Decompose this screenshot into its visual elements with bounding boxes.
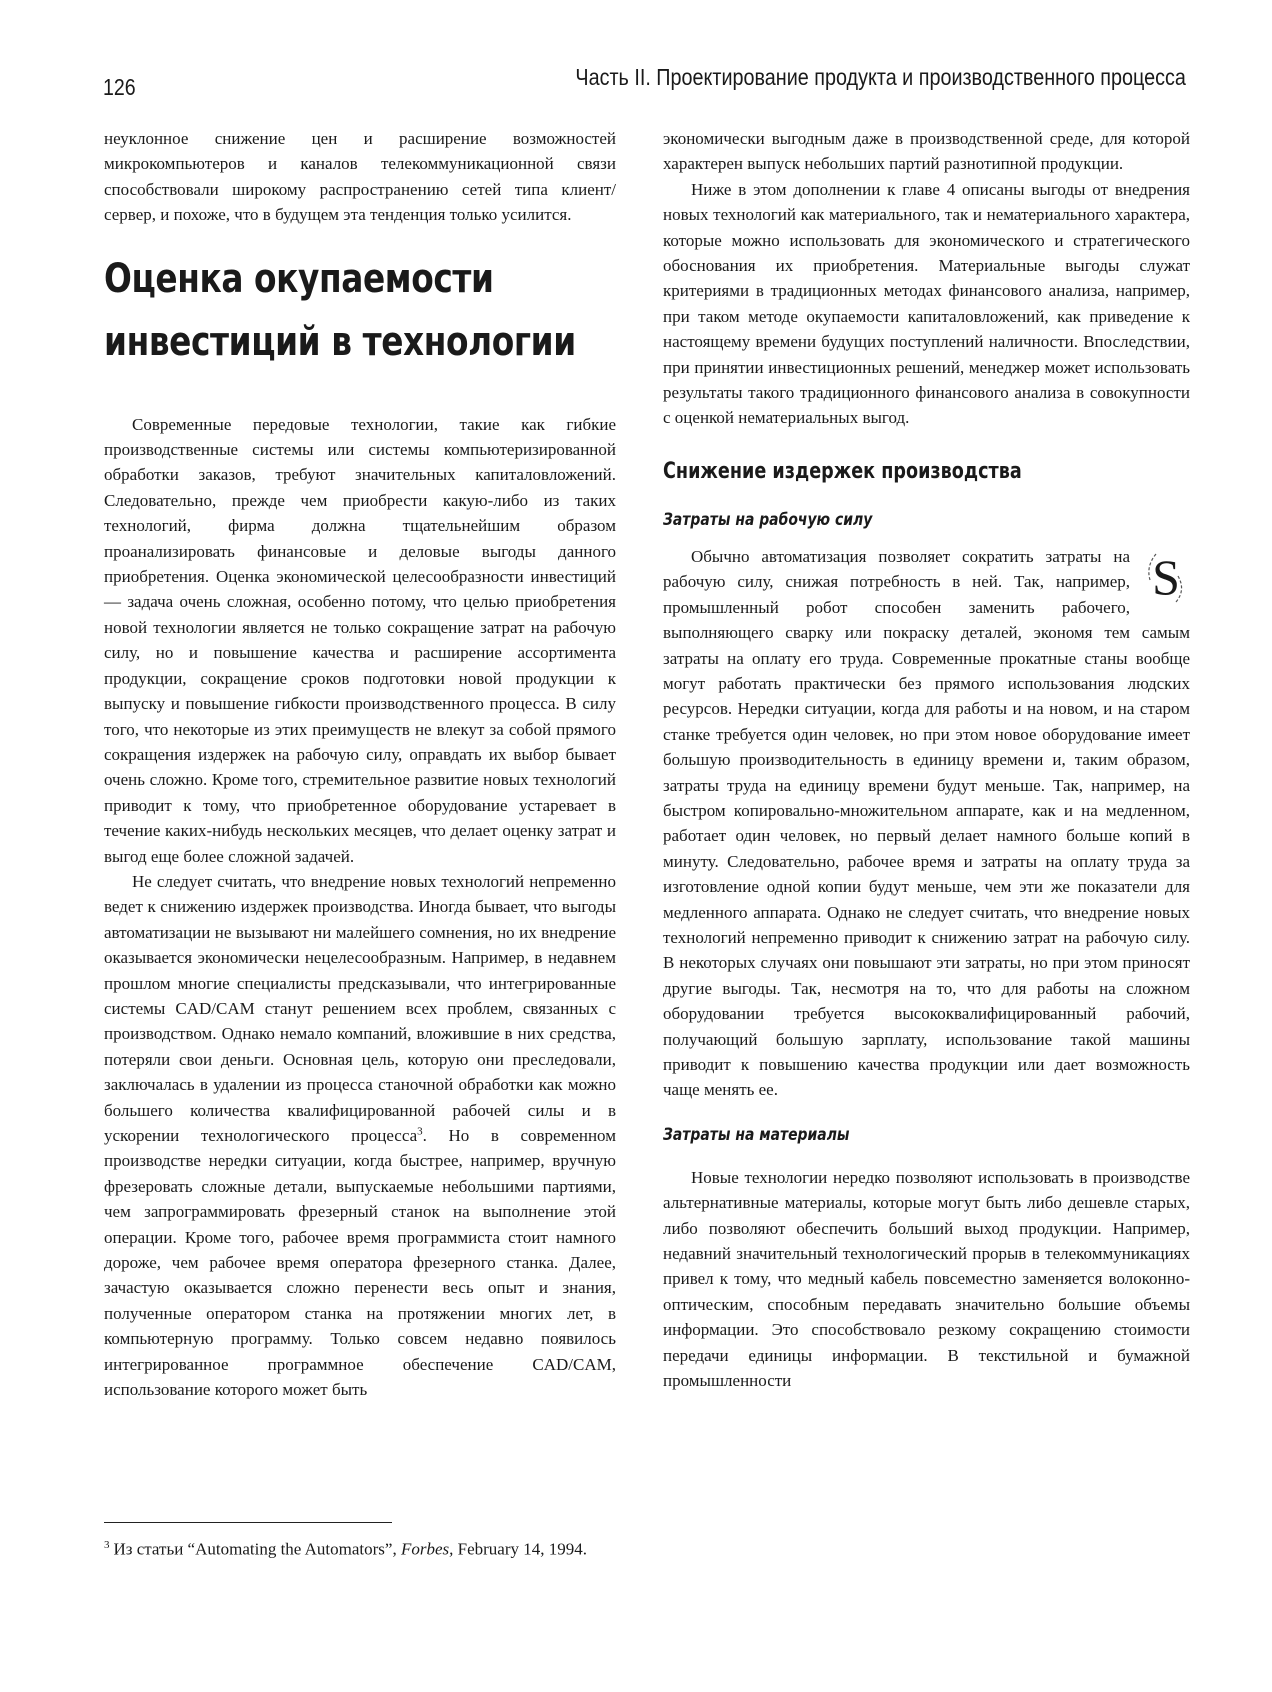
continued-paragraph: экономически выгодным даже в производственной среде, для которой характерен выпуск небольших партий разнотипной продукции. — [663, 129, 1190, 174]
footnote-source: Forbes, — [400, 1539, 454, 1559]
page-number: 126 — [103, 74, 136, 100]
section-heading-investment: Оценка окупаемости инвестиций в технологии — [104, 255, 576, 365]
body-paragraph-materials: Новые технологии нередко позволяют использовать в производстве альтернативные материалы, которые могут быть либо дешевле старых, либо позволяют обеспечить больший выход продукции. Например, недавний значительный технологический прорыв в телекоммуникациях привел к тому, что медный кабель повсеместно заменяется волоконно-оптическим, способным передавать значительно большие объемы информации. Это способствовало резкому сокращению стоимости передачи единицы информации. В текстильной и бумажной промышленности — [663, 1167, 1190, 1391]
body-paragraph: Современные передовые технологии, такие как гибкие производственные системы или системы компьютеризированной обработки заказов, требуют значительных капиталовложений. Следовательно, прежде чем приобрести какую-либо из таких технологий, фирма должна тщательнейшим образом проанализировать финансовые и деловые выгоды данного приобретения. Оценка экономической целесообразности инвестиций — задача очень сложная, особенно потому, что целью приобретения новой технологии является не только сокращение затрат на рабочую силу, но и повышение качества и расширение ассортимента продукции, сокращение сроков подготовки новой продукции к выпуску и повышение гибкости производственного процесса. В силу того, что некоторые из этих преимуществ не влекут за собой прямого сокращения издержек на рабочую силу, оправдать их выбор бывает очень сложно. Кроме того, стремительное развитие новых технологий приводит к тому, что приобретенное оборудование устаревает в течение каких-нибудь нескольких месяцев, что делает оценку затрат и выгод еще более сложной задачей. — [104, 414, 616, 866]
body-text: Не следует считать, что внедрение новых технологий непременно ведет к снижению издержек производства. Иногда бывает, что выгоды автоматизации не вызывают ни малейшего сомнения, но их внедрение оказывается экономически нецелесообразным. Например, в недавнем прошлом многие специалисты предсказывали, что интегрированные системы CAD/CAM станут решением всех проблем, связанных с производством. Однако немало компаний, вложившие в них средства, потеряли свои деньги. Основная цель, которую они преследовали, заключалась в удалении из процесса станочной обработки как можно большего количества квалифицированной рабочей силы и в ускорении технологического процесса — [104, 871, 616, 1145]
body-paragraph-summary: Ниже в этом дополнении к главе 4 описаны выгоды от внедрения новых технологий как материального, так и нематериального характера, которые можно использовать для экономического и стратегического обоснования их приобретения. Материальные выгоды служат критериями в традиционных методах финансового анализа, например, при таком методе окупаемости капиталовложений, как приведение к настоящему времени будущих поступлений наличности. Впоследствии, при принятии инвестиционных решений, менеджер может использовать результаты такого традиционного финансового анализа в совокупности с оценкой нематериальных выгод. — [663, 179, 1190, 428]
left-column — [104, 126, 616, 1402]
body-text-continued: . Но в современном производстве нередки ситуации, когда быстрее, например, вручную фрезеровать сложные детали, выпускаемые небольшими партиями, чем запрограммировать фрезерный станок на выполнение этой операции. Кроме того, рабочее время программиста стоит намного дороже, чем рабочее время оператора фрезерного станка. Далее, зачастую оказывается сложно перенести весь опыт и знания, полученные оператором станка на протяжении многих лет, в компьютерную программу. Только совсем недавно появилось интегрированное программное обеспечение CAD/CAM, использование которого может быть — [104, 1126, 616, 1400]
footnote — [104, 1534, 587, 1561]
body-text: Обычно автоматизация позволяет сократить затраты на рабочую силу, снижая потребность в ней. Так, например, промышленный робот способен заменить рабочего, выполняющего сварку или покраску деталей, экономя тем самым затраты на оплату его труда. Современные прокатные станы вообще могут работать практически без прямого использования людских ресурсов. Нередки ситуации, когда для работы и на новом, и на старом станке требуется один человек, но при этом новое оборудование имеет большую производительность в единицу времени и, таким образом, затраты труда на единицу времени будут меньше. Так, например, на быстром копировально-множительном аппарате, как и на медленном, работает один человек, но первый делает намного больше копий в минуту. Следовательно, рабочее время и затраты на оплату труда за изготовление одной копии будут меньше, чем эти же показатели для медленного аппарата. Однако не следует считать, что внедрение новых технологий непременно приводит к снижению затрат на рабочую силу. В некоторых случаях они повышают эти затраты, но при этом приносят другие выгоды. Так, несмотря на то, что для работы на сложном оборудовании требуется высококвалифицированный рабочий, получающий большую зарплату, использование такой машины приводит к повышению качества продукции или дает возможность чаще менять ее. — [663, 546, 1190, 1100]
footnote-prefix: Из статьи “Automating the Automators”, — [113, 1539, 397, 1559]
body-paragraph-cad-cam — [104, 869, 616, 1403]
footnote-date: February 14, 1994. — [457, 1539, 588, 1559]
intro-paragraph: неуклонное снижение цен и расширение возможностей микрокомпьютеров и каналов телекоммуникационной связи способствовали широкому распространению сетей типа клиент/сервер, и похоже, что в будущем эта тенденция только усилится. — [104, 129, 616, 225]
right-column — [663, 126, 1190, 1393]
footnote-number: 3 — [104, 1539, 110, 1551]
footnote-reference: 3 — [417, 1125, 423, 1138]
margin-icon-letter: S — [1152, 548, 1180, 605]
strategy-margin-icon — [1142, 548, 1190, 608]
running-header-title: Часть II. Проектирование продукта и производственного процесса — [575, 64, 1186, 90]
subsection-heading-labor: Затраты на рабочую силу — [663, 509, 873, 530]
body-paragraph-labor — [663, 544, 1190, 1103]
section-heading-cost-reduction: Снижение издержек производства — [663, 458, 1022, 484]
subsection-heading-materials: Затраты на материалы — [663, 1124, 850, 1145]
footnote-divider — [104, 1522, 392, 1523]
